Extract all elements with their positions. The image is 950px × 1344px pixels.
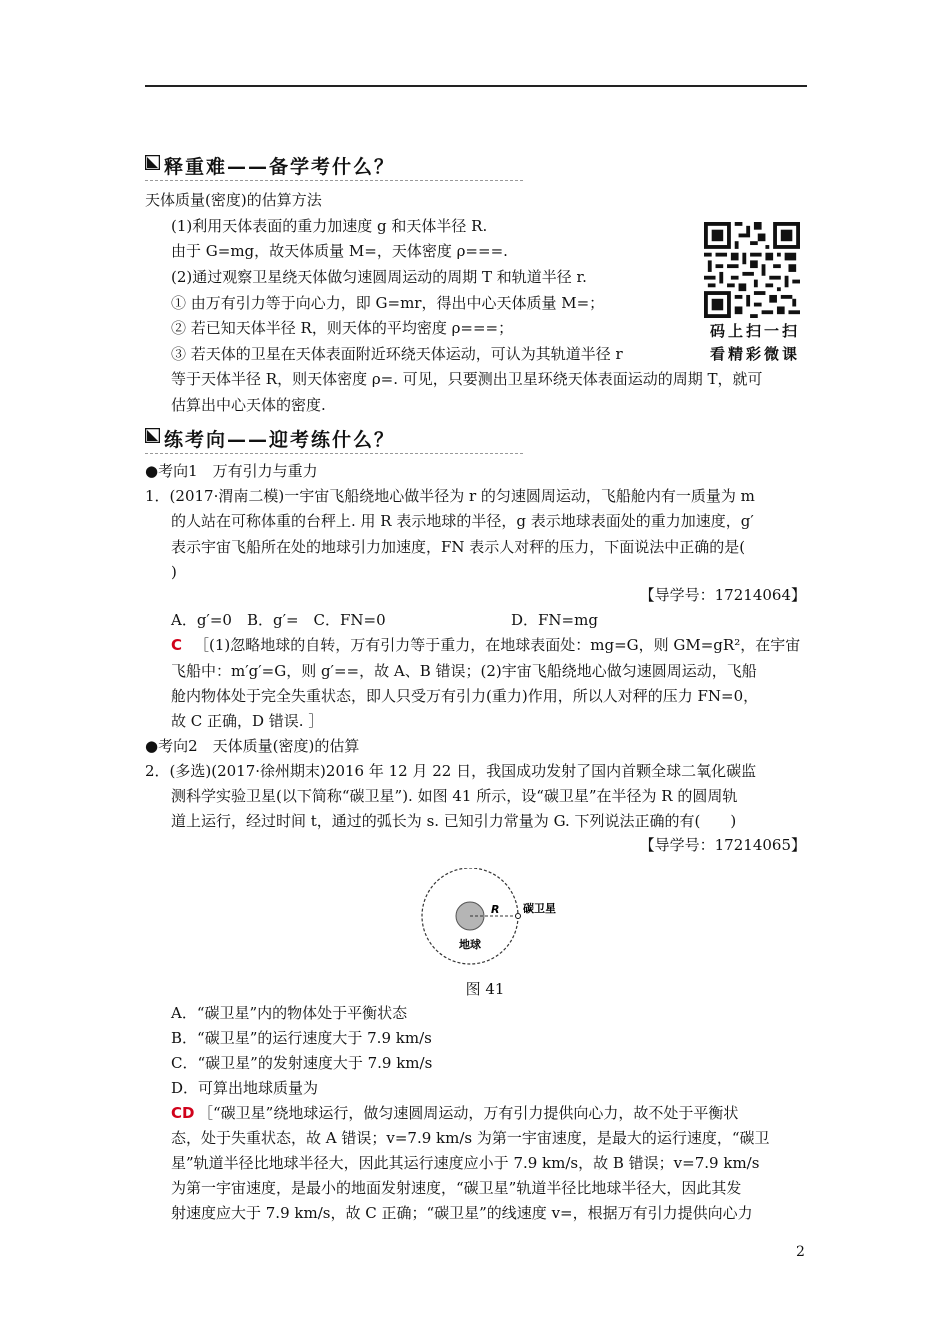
q2-explanation: ［“碳卫星”绕地球运行，做匀速圆周运动，万有引力提供向心力，故不处于平衡状 (198, 1104, 739, 1122)
q1-option-d: D．FN=mg (511, 611, 598, 629)
section-heading-1 (145, 152, 523, 181)
q2-explanation: 态，处于失重状态，故 A 错误；v=7.9 km/s 为第一宇宙速度，是最大的运行速度，“碳卫 (171, 1129, 770, 1147)
block1-line: 等于天体半径 R，则天体密度 ρ=. 可见，只要测出卫星环绕天体表面运动的周期 T，就可 (171, 370, 763, 388)
q1-line: 表示宇宙飞船所在处的地球引力加速度，FN 表示人对秤的压力，下面说法中正确的是( (171, 538, 746, 556)
section-title-1: 释重难——备学考什么？ (164, 156, 396, 178)
q2-option: A．“碳卫星”内的物体处于平衡状态 (171, 1004, 408, 1022)
q2-line: 测科学实验卫星(以下简称“碳卫星”). 如图 41 所示，设“碳卫星”在半径为 R 的圆周轨 (171, 787, 738, 805)
qr-caption: 码上扫一扫 (709, 322, 800, 340)
q2-option: C．“碳卫星”的发射速度大于 7.9 km/s (171, 1054, 433, 1072)
q1-line: 的人站在可称体重的台秤上. 用 R 表示地球的半径，g 表示地球表面处的重力加速度，g′ (171, 512, 754, 530)
radius-label: R (491, 903, 500, 916)
q2-answer: CD (171, 1104, 195, 1122)
block1-line: (1)利用天体表面的重力加速度 g 和天体半径 R. (171, 217, 488, 235)
q2-option: B．“碳卫星”的运行速度大于 7.9 km/s (171, 1029, 432, 1047)
q1-answer: C (171, 636, 183, 654)
block1-line: ② 若已知天体半径 R，则天体的平均密度 ρ===； (171, 319, 514, 337)
q2-explanation: 射速度应大于 7.9 km/s，故 C 正确；“碳卫星”的线速度 v=，根据万有引力提供向心力 (171, 1204, 753, 1222)
q2-ref-number: 【导学号：17214065】 (639, 836, 806, 854)
q1-explanation: 舱内物体处于完全失重状态，即人只受万有引力(重力)作用，所以人对秤的压力 FN=0， (171, 687, 759, 705)
section-marker-icon (145, 155, 160, 170)
q1-ref-number: 【导学号：17214064】 (639, 586, 806, 604)
q2-line: 2．(多选)(2017·徐州期末)2016 年 12 月 22 日，我国成功发射了国内首颗全球二氧化碳监 (145, 762, 757, 780)
q1-line: 1．(2017·渭南二模)一宇宙飞船绕地心做半径为 r 的匀速圆周运动，飞船舱内有一质量为 m (145, 487, 755, 505)
earth-label: 地球 (459, 938, 481, 951)
section-marker-icon (145, 428, 160, 443)
header-rule (145, 85, 807, 87)
qr-caption: 看精彩微课 (709, 345, 800, 363)
block1-line: ③ 若天体的卫星在天体表面附近环绕天体运动，可认为其轨道半径 r (171, 345, 623, 363)
q2-explanation: 星”轨道半径比地球半径大，因此其运行速度应小于 7.9 km/s，故 B 错误；v=7.9 km/s (171, 1154, 760, 1172)
section-heading-2 (145, 425, 523, 454)
section-title-2: 练考向——迎考练什么？ (164, 429, 396, 451)
q2-option: D．可算出地球质量为 (171, 1079, 319, 1097)
figure-caption: 图 41 (465, 980, 505, 998)
q1-line: ) (171, 563, 177, 581)
page-number: 2 (796, 1244, 805, 1260)
block1-line: 估算出中心天体的密度. (171, 396, 326, 414)
q1-explanation: ［(1)忽略地球的自转，万有引力等于重力，在地球表面处：mg=G，则 GM=gR²，在宇宙 (194, 636, 801, 654)
qr-code-icon[interactable] (704, 222, 800, 318)
block1-line: ① 由万有引力等于向心力，即 G=mr，得出中心天体质量 M=； (171, 294, 605, 312)
q2-explanation: 为第一宇宙速度，是最小的地面发射速度，“碳卫星”轨道半径比地球半径大，因此其发 (171, 1179, 742, 1197)
topic-label: ●考向1 万有引力与重力 (145, 462, 318, 480)
topic-label: ●考向2 天体质量(密度)的估算 (145, 737, 360, 755)
block1-line: 由于 G=mg，故天体质量 M=，天体密度 ρ===. (171, 242, 508, 260)
q1-options: A．g′=0 B．g′= C．FN=0 (171, 611, 386, 629)
orbit-diagram (415, 868, 565, 974)
q2-line: 道上运行，经过时间 t，通过的弧长为 s. 已知引力常量为 G. 下列说法正确的有( ) (171, 812, 737, 830)
satellite-label: 碳卫星 (523, 902, 556, 915)
satellite-dot (516, 914, 521, 919)
block1-line: (2)通过观察卫星绕天体做匀速圆周运动的周期 T 和轨道半径 r. (171, 268, 587, 286)
block1-heading: 天体质量(密度)的估算方法 (145, 191, 322, 209)
q1-explanation: 故 C 正确，D 错误. ］ (171, 712, 324, 730)
q1-explanation: 飞船中：m′g′=G，则 g′==，故 A、B 错误；(2)宇宙飞船绕地心做匀速圆周运动，飞船 (171, 662, 757, 680)
